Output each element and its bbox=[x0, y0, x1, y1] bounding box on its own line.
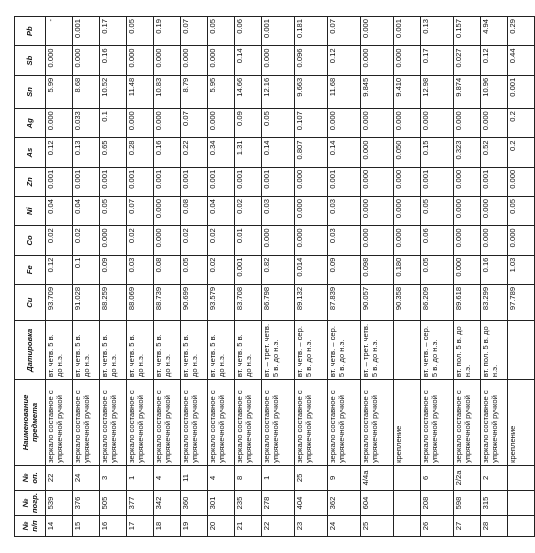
table-cell: 0.2 bbox=[508, 138, 535, 167]
table-cell: 0.014 bbox=[295, 255, 328, 284]
table-cell: 0.000 bbox=[394, 197, 421, 226]
table-cell: 27 bbox=[454, 516, 481, 537]
table-cell: 0.02 bbox=[208, 255, 235, 284]
table-cell: 0.04 bbox=[46, 197, 73, 226]
dating-cell: вт. пол. 5 в. до н.э. bbox=[454, 321, 481, 380]
table-cell: 0.05 bbox=[127, 17, 154, 46]
table-cell: 93.579 bbox=[208, 284, 235, 321]
table-cell: 0.03 bbox=[328, 197, 361, 226]
table-cell: 0.000 bbox=[127, 46, 154, 75]
table-cell: 0.001 bbox=[262, 167, 295, 196]
table-cell: 0.03 bbox=[262, 197, 295, 226]
table-cell: 0.323 bbox=[454, 138, 481, 167]
table-cell: 0.05 bbox=[421, 255, 454, 284]
table-cell: 26 bbox=[421, 516, 454, 537]
dating-cell: вт. четв. 5 в. до н.э. bbox=[46, 321, 73, 380]
table-cell: 0.001 bbox=[100, 167, 127, 196]
table-cell: 4.94 bbox=[481, 17, 508, 46]
table-body bbox=[46, 17, 535, 537]
item-name-cell: зеркало составное с упряжечной ручкой bbox=[100, 380, 127, 466]
table-cell: 0.08 bbox=[154, 255, 181, 284]
table-cell: 0.000 bbox=[154, 109, 181, 138]
table-cell: 0.34 bbox=[208, 138, 235, 167]
table-cell: 0.01 bbox=[235, 226, 262, 255]
table-cell: 15 bbox=[73, 516, 100, 537]
table-cell: 5.99 bbox=[46, 75, 73, 108]
table-cell: 0.2 bbox=[508, 109, 535, 138]
table-cell: 10.96 bbox=[481, 75, 508, 108]
table-cell bbox=[394, 465, 421, 490]
table-cell: 0.07 bbox=[127, 197, 154, 226]
item-name-cell: зеркало составное с упряжечной ручкой bbox=[73, 380, 100, 466]
dating-cell: вт. четв. – сер. 5 в. до н.э. bbox=[328, 321, 361, 380]
table-cell: 0.001 bbox=[235, 167, 262, 196]
table-cell: 0.04 bbox=[208, 197, 235, 226]
table-cell: 0.157 bbox=[454, 17, 481, 46]
table-cell: 0.000 bbox=[295, 226, 328, 255]
table-cell bbox=[394, 490, 421, 515]
table-row bbox=[73, 17, 100, 537]
table-cell: 18 bbox=[154, 516, 181, 537]
table-cell: 97.789 bbox=[508, 284, 535, 321]
table-cell: 360 bbox=[181, 490, 208, 515]
table-cell: 20 bbox=[208, 516, 235, 537]
item-name-cell: зеркало составное с упряжечной ручкой bbox=[235, 380, 262, 466]
table-cell: 0.14 bbox=[262, 138, 295, 167]
table-cell bbox=[508, 516, 535, 537]
table-cell: 23 bbox=[295, 516, 328, 537]
table-cell: 0.000 bbox=[46, 109, 73, 138]
table-cell: 0.098 bbox=[361, 255, 394, 284]
table-cell: 0.05 bbox=[421, 197, 454, 226]
table-cell: 0.02 bbox=[46, 226, 73, 255]
table-cell: 0.14 bbox=[328, 138, 361, 167]
dating-cell: вт. пол. 5 в. до н.э. bbox=[481, 321, 508, 380]
table-cell: 0.000 bbox=[208, 46, 235, 75]
table-row bbox=[208, 17, 235, 537]
table-cell: 0.000 bbox=[295, 167, 328, 196]
table-cell: 0.001 bbox=[421, 167, 454, 196]
table-cell: 0.09 bbox=[328, 255, 361, 284]
header-cell: Ni bbox=[15, 197, 46, 226]
table-cell: 0.000 bbox=[361, 109, 394, 138]
table-cell: 0.000 bbox=[394, 167, 421, 196]
dating-cell: вт. четв. 5 в. до н.э. bbox=[181, 321, 208, 380]
table-cell: 0.82 bbox=[262, 255, 295, 284]
table-cell: 8.68 bbox=[73, 75, 100, 108]
item-name-cell: крепление bbox=[508, 380, 535, 466]
table-cell: 0.05 bbox=[508, 197, 535, 226]
table-cell: 0.28 bbox=[127, 138, 154, 167]
dating-cell: вт. – трет. четв. 5 в. до н.э. bbox=[361, 321, 394, 380]
table-cell: 598 bbox=[454, 490, 481, 515]
table-row bbox=[481, 17, 508, 537]
table-cell: 16 bbox=[100, 516, 127, 537]
table-cell: 0.807 bbox=[295, 138, 328, 167]
table-cell: 0.05 bbox=[262, 109, 295, 138]
table-row bbox=[421, 17, 454, 537]
table-row bbox=[361, 17, 394, 537]
table-cell: 0.180 bbox=[394, 255, 421, 284]
header-cell: Zn bbox=[15, 167, 46, 196]
table-cell: 0.05 bbox=[208, 17, 235, 46]
table-cell: 0.1 bbox=[100, 109, 127, 138]
table-cell: 0.02 bbox=[181, 226, 208, 255]
table-cell: 3 bbox=[100, 465, 127, 490]
item-name-cell: зеркало составное с упряжечной ручкой bbox=[295, 380, 328, 466]
table-cell: 0.14 bbox=[235, 46, 262, 75]
table-cell: 0.07 bbox=[328, 17, 361, 46]
table-cell: 0.02 bbox=[208, 226, 235, 255]
table-cell: 0.000 bbox=[394, 109, 421, 138]
table-cell: 0.001 bbox=[181, 167, 208, 196]
table-cell: 4/4а bbox=[361, 465, 394, 490]
table-cell: 14 bbox=[46, 516, 73, 537]
table-cell: 0.000 bbox=[421, 109, 454, 138]
table-cell: 0.12 bbox=[481, 46, 508, 75]
table-cell: 0.000 bbox=[262, 46, 295, 75]
table-cell: 2/2а bbox=[454, 465, 481, 490]
table-cell: 342 bbox=[154, 490, 181, 515]
table-cell: 87.839 bbox=[328, 284, 361, 321]
table-cell: 17 bbox=[127, 516, 154, 537]
table-cell: 0.000 bbox=[454, 226, 481, 255]
table-cell: 25 bbox=[361, 516, 394, 537]
dating-cell: вт. четв. 5 в. до н.э. bbox=[208, 321, 235, 380]
table-cell: 0.000 bbox=[100, 226, 127, 255]
table-cell: 0.65 bbox=[100, 138, 127, 167]
table-cell: 0.000 bbox=[454, 167, 481, 196]
table-cell: 278 bbox=[262, 490, 295, 515]
table-row bbox=[454, 17, 481, 537]
table-cell: 315 bbox=[481, 490, 508, 515]
table-cell: 0.000 bbox=[361, 167, 394, 196]
item-name-cell: зеркало составное с упряжечной ручкой bbox=[181, 380, 208, 466]
table-cell: 6 bbox=[421, 465, 454, 490]
table-cell: 0.05 bbox=[100, 197, 127, 226]
table-row bbox=[262, 17, 295, 537]
table-cell: 0.06 bbox=[235, 17, 262, 46]
table-cell: 0.000 bbox=[508, 167, 535, 196]
table-cell: 90.358 bbox=[394, 284, 421, 321]
table-row bbox=[394, 17, 421, 537]
table-cell: 0.001 bbox=[73, 167, 100, 196]
header-cell: Sb bbox=[15, 46, 46, 75]
table-cell: 0.000 bbox=[46, 46, 73, 75]
table-cell: 0.001 bbox=[127, 167, 154, 196]
table-cell: 0.000 bbox=[481, 109, 508, 138]
header-row bbox=[15, 17, 46, 537]
table-cell: 0.000 bbox=[328, 109, 361, 138]
table-cell: 0.05 bbox=[181, 255, 208, 284]
item-name-cell: зеркало составное с упряжечной ручкой bbox=[46, 380, 73, 466]
table-cell: 1.31 bbox=[235, 138, 262, 167]
table-cell: 0.000 bbox=[394, 226, 421, 255]
header-cell: № п/п bbox=[15, 516, 46, 537]
table-row bbox=[235, 17, 262, 537]
table-cell: 12.98 bbox=[421, 75, 454, 108]
composition-table bbox=[14, 16, 535, 537]
table-cell: 0.001 bbox=[208, 167, 235, 196]
item-name-cell: зеркало составное с упряжечной ручкой bbox=[262, 380, 295, 466]
item-name-cell: зеркало составное с упряжечной ручкой bbox=[127, 380, 154, 466]
table-cell: 0.04 bbox=[73, 197, 100, 226]
table-cell: 5.95 bbox=[208, 75, 235, 108]
table-cell: 0.12 bbox=[46, 255, 73, 284]
table-cell: 0.000 bbox=[262, 226, 295, 255]
table-cell: 0.15 bbox=[421, 138, 454, 167]
table-cell: 0.19 bbox=[154, 17, 181, 46]
table-cell: 0.000 bbox=[361, 197, 394, 226]
dating-cell: вт. четв. 5 в. до н.э. bbox=[100, 321, 127, 380]
table-cell: 0.000 bbox=[154, 197, 181, 226]
dating-cell bbox=[394, 321, 421, 380]
table-cell: 22 bbox=[262, 516, 295, 537]
item-name-cell: зеркало составное с упряжечной ручкой bbox=[154, 380, 181, 466]
table-cell: 376 bbox=[73, 490, 100, 515]
item-name-cell: зеркало составное с упряжечной ручкой bbox=[481, 380, 508, 466]
table-cell: 22 bbox=[46, 465, 73, 490]
table-cell: 0.16 bbox=[154, 138, 181, 167]
table-cell: 0.000 bbox=[361, 138, 394, 167]
table-row bbox=[46, 17, 73, 537]
table-cell: 88.069 bbox=[127, 284, 154, 321]
item-name-cell: зеркало составное с упряжечной ручкой bbox=[421, 380, 454, 466]
table-cell: 11.68 bbox=[328, 75, 361, 108]
table-cell: 0.12 bbox=[46, 138, 73, 167]
header-cell: Датировка bbox=[15, 321, 46, 380]
dating-cell: вт. четв. 5 в. до н.э. bbox=[73, 321, 100, 380]
header-cell: Cu bbox=[15, 284, 46, 321]
dating-cell: вт. – трет. четв. 5 в. до н.э. bbox=[262, 321, 295, 380]
table-cell: 91.028 bbox=[73, 284, 100, 321]
table-cell: 8 bbox=[235, 465, 262, 490]
header-cell: Co bbox=[15, 226, 46, 255]
table-cell: 12.16 bbox=[262, 75, 295, 108]
table-cell: 0.000 bbox=[73, 46, 100, 75]
table-cell: 0.001 bbox=[394, 17, 421, 46]
table-cell: 4 bbox=[208, 465, 235, 490]
table-cell: 0.181 bbox=[295, 17, 328, 46]
table-cell: 90.699 bbox=[181, 284, 208, 321]
table-cell: 0.1 bbox=[73, 255, 100, 284]
table-cell: 0.001 bbox=[235, 255, 262, 284]
table-cell: 24 bbox=[73, 465, 100, 490]
table-cell: 1.03 bbox=[508, 255, 535, 284]
table-cell: 9 bbox=[328, 465, 361, 490]
table-cell: 88.259 bbox=[100, 284, 127, 321]
table-cell: 0.001 bbox=[262, 17, 295, 46]
table-cell bbox=[508, 465, 535, 490]
table-cell: 0.03 bbox=[328, 226, 361, 255]
table-cell: 0.000 bbox=[181, 46, 208, 75]
table-cell: 0.001 bbox=[46, 167, 73, 196]
table-cell: 0.03 bbox=[127, 255, 154, 284]
table-cell: 0.44 bbox=[508, 46, 535, 75]
table-cell: 28 bbox=[481, 516, 508, 537]
table-cell bbox=[508, 490, 535, 515]
table-cell: 0.13 bbox=[421, 17, 454, 46]
table-cell: 21 bbox=[235, 516, 262, 537]
table-cell: 0.000 bbox=[361, 46, 394, 75]
table-cell: 0.16 bbox=[481, 255, 508, 284]
table-cell: 0.000 bbox=[208, 109, 235, 138]
table-cell: 1 bbox=[262, 465, 295, 490]
table-cell: 2 bbox=[481, 465, 508, 490]
dating-cell bbox=[508, 321, 535, 380]
table-cell: 86.209 bbox=[421, 284, 454, 321]
table-cell: 0.001 bbox=[154, 167, 181, 196]
table-cell: 0.033 bbox=[73, 109, 100, 138]
table-cell: 0.001 bbox=[73, 17, 100, 46]
table-cell: 0.000 bbox=[154, 226, 181, 255]
table-cell: 377 bbox=[127, 490, 154, 515]
table-cell: 10.83 bbox=[154, 75, 181, 108]
header-cell: № оп. bbox=[15, 465, 46, 490]
table-row bbox=[181, 17, 208, 537]
table-cell: 0.000 bbox=[481, 226, 508, 255]
dating-cell: вт. четв. – сер. 5 в. до н.э. bbox=[421, 321, 454, 380]
table-cell: 539 bbox=[46, 490, 73, 515]
table-cell: 0.096 bbox=[295, 46, 328, 75]
item-name-cell: зеркало составное с упряжечной ручкой bbox=[328, 380, 361, 466]
table-cell: - bbox=[46, 17, 73, 46]
table-cell: 0.16 bbox=[100, 46, 127, 75]
table-cell: 0.22 bbox=[181, 138, 208, 167]
table-cell: 0.050 bbox=[394, 138, 421, 167]
table-cell: 9.845 bbox=[361, 75, 394, 108]
header-cell: Наименование предмета bbox=[15, 380, 46, 466]
table-cell: 0.02 bbox=[127, 226, 154, 255]
table-cell: 9.663 bbox=[295, 75, 328, 108]
table-cell: 0.17 bbox=[100, 17, 127, 46]
table-cell: 0.52 bbox=[481, 138, 508, 167]
table-cell: 90.057 bbox=[361, 284, 394, 321]
table-cell: 93.709 bbox=[46, 284, 73, 321]
table-cell: 0.000 bbox=[361, 17, 394, 46]
table-cell: 0.06 bbox=[421, 226, 454, 255]
table-cell: 0.02 bbox=[73, 226, 100, 255]
table-cell: 19 bbox=[181, 516, 208, 537]
table-cell: 0.000 bbox=[295, 197, 328, 226]
table-cell: 8.79 bbox=[181, 75, 208, 108]
table-cell: 0.12 bbox=[328, 46, 361, 75]
table-cell: 0.000 bbox=[454, 255, 481, 284]
table-cell: 362 bbox=[328, 490, 361, 515]
item-name-cell: зеркало составное с упряжечной ручкой bbox=[208, 380, 235, 466]
table-cell: 11 bbox=[181, 465, 208, 490]
table-cell: 0.000 bbox=[454, 109, 481, 138]
table-cell: 14.66 bbox=[235, 75, 262, 108]
dating-cell: вт. четв. 5 в. до н.э. bbox=[127, 321, 154, 380]
dating-cell: вт. четв. 5 в. до н.э. bbox=[235, 321, 262, 380]
table-cell: 0.000 bbox=[154, 46, 181, 75]
table-row bbox=[328, 17, 361, 537]
header-cell: № погр. bbox=[15, 490, 46, 515]
header-cell: Sn bbox=[15, 75, 46, 108]
table-cell: 0.09 bbox=[235, 109, 262, 138]
item-name-cell: крепление bbox=[394, 380, 421, 466]
table-cell: 208 bbox=[421, 490, 454, 515]
table-cell: 0.07 bbox=[181, 109, 208, 138]
table-row bbox=[295, 17, 328, 537]
table-cell: 0.07 bbox=[181, 17, 208, 46]
table-cell: 404 bbox=[295, 490, 328, 515]
table-cell: 0.000 bbox=[361, 226, 394, 255]
table-cell: 0.29 bbox=[508, 17, 535, 46]
table-cell: 0.001 bbox=[508, 75, 535, 108]
table-cell: 88.739 bbox=[154, 284, 181, 321]
table-cell: 0.08 bbox=[181, 197, 208, 226]
table-cell: 0.027 bbox=[454, 46, 481, 75]
table-cell: 9.874 bbox=[454, 75, 481, 108]
table-cell: 89.132 bbox=[295, 284, 328, 321]
table-cell: 0.000 bbox=[454, 197, 481, 226]
table-cell: 0.107 bbox=[295, 109, 328, 138]
item-name-cell: зеркало составное с упряжечной ручкой bbox=[361, 380, 394, 466]
table-cell: 0.13 bbox=[73, 138, 100, 167]
dating-cell: вт. четв. – сер. 5 в. до н.э. bbox=[295, 321, 328, 380]
header-cell: Ag bbox=[15, 109, 46, 138]
table-cell: 9.410 bbox=[394, 75, 421, 108]
table-cell: 0.000 bbox=[481, 197, 508, 226]
table-cell: 0.17 bbox=[421, 46, 454, 75]
table-cell: 505 bbox=[100, 490, 127, 515]
table-row bbox=[127, 17, 154, 537]
table-cell: 83.299 bbox=[481, 284, 508, 321]
table-cell bbox=[394, 516, 421, 537]
table-cell: 0.09 bbox=[100, 255, 127, 284]
header-cell: As bbox=[15, 138, 46, 167]
table-cell: 604 bbox=[361, 490, 394, 515]
header-cell: Fe bbox=[15, 255, 46, 284]
table-cell: 83.708 bbox=[235, 284, 262, 321]
table-row bbox=[100, 17, 127, 537]
header-cell: Pb bbox=[15, 17, 46, 46]
table-cell: 0.000 bbox=[127, 109, 154, 138]
table-cell: 10.52 bbox=[100, 75, 127, 108]
table-row bbox=[154, 17, 181, 537]
table-cell: 86.798 bbox=[262, 284, 295, 321]
table-cell: 235 bbox=[235, 490, 262, 515]
table-cell: 4 bbox=[154, 465, 181, 490]
table-cell: 0.000 bbox=[394, 46, 421, 75]
table-cell: 301 bbox=[208, 490, 235, 515]
table-cell: 0.001 bbox=[328, 167, 361, 196]
dating-cell: вт. четв. 5 в. до н.э. bbox=[154, 321, 181, 380]
table-cell: 0.001 bbox=[481, 167, 508, 196]
table-cell: 0.02 bbox=[235, 197, 262, 226]
table-row bbox=[508, 17, 535, 537]
table-cell: 11.48 bbox=[127, 75, 154, 108]
table-cell: 1 bbox=[127, 465, 154, 490]
table-cell: 0.000 bbox=[508, 226, 535, 255]
table-cell: 24 bbox=[328, 516, 361, 537]
table-cell: 89.618 bbox=[454, 284, 481, 321]
table-cell: 25 bbox=[295, 465, 328, 490]
item-name-cell: зеркало составное с упряжечной ручкой bbox=[454, 380, 481, 466]
